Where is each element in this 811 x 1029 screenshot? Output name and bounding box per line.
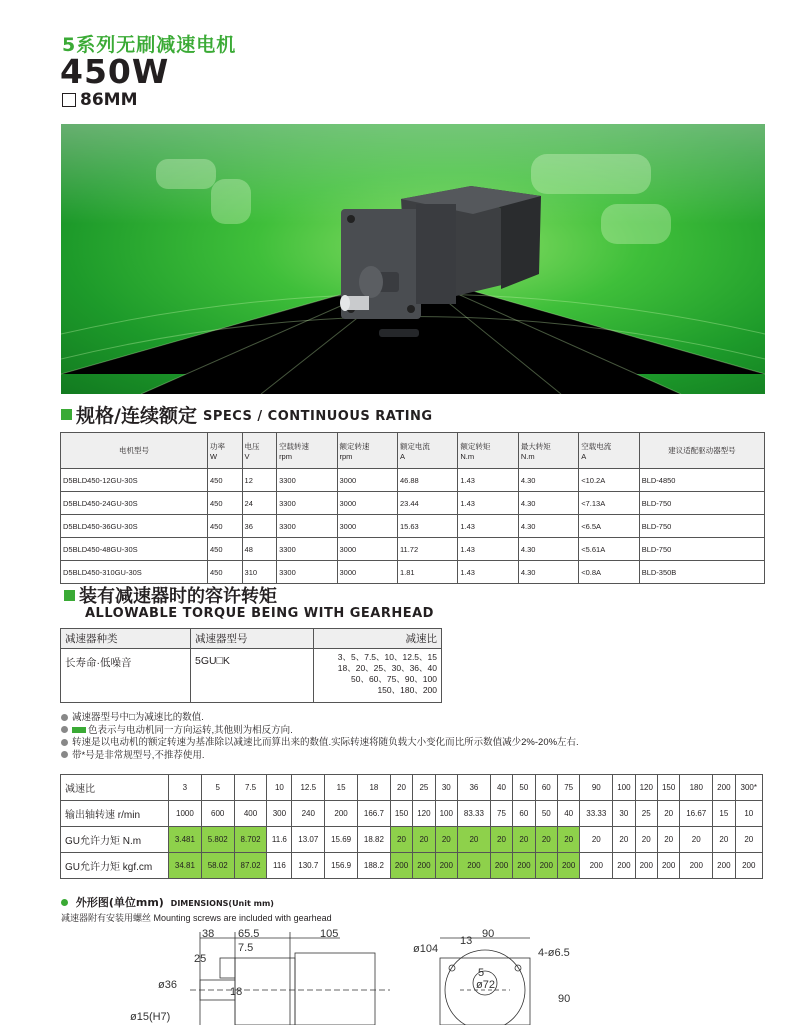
series-title: 5系列无刷减速电机	[62, 34, 237, 56]
spec-col-header	[579, 433, 639, 469]
spec-row	[61, 561, 765, 584]
gear-cell: 15.69	[325, 827, 358, 853]
note-item	[61, 750, 579, 763]
spec-col-header	[61, 433, 208, 469]
gear-cell: 75	[490, 801, 512, 827]
spec-row	[61, 492, 765, 515]
gear-row-label: 输出轴转速 r/min	[61, 801, 169, 827]
gear-cell: 400	[234, 801, 267, 827]
specs-body	[61, 469, 765, 584]
gear-cell: 18	[358, 775, 391, 801]
dim-label: 65.5	[238, 928, 260, 940]
bullet-icon	[61, 714, 68, 721]
spec-col-unit: V	[244, 451, 250, 461]
spec-col-name: 额定电流	[399, 441, 430, 451]
gear-cell: 10	[267, 775, 292, 801]
spec-col-name: 空载转速	[279, 441, 310, 451]
spec-col-unit: rpm	[339, 451, 353, 461]
spec-cell: 450	[208, 469, 243, 492]
dim-label: 18	[230, 986, 243, 998]
gear-cell: 180	[680, 775, 713, 801]
dim-label: 5	[478, 967, 485, 979]
allowable-table	[60, 628, 442, 703]
note-item	[61, 725, 579, 738]
gear-cell: 200	[713, 775, 735, 801]
dimensions-title-cn: 外形图(单位mm)	[75, 896, 164, 909]
gear-cell: 20	[513, 827, 535, 853]
gear-cell: 200	[513, 853, 535, 879]
gear-cell: 200	[635, 853, 657, 879]
gear-cell: 50	[535, 801, 557, 827]
green-square-icon	[64, 590, 75, 601]
spec-col-name: 额定转速	[339, 441, 370, 451]
gear-cell: 200	[457, 853, 490, 879]
note-item	[61, 737, 579, 750]
gear-cell: 5.802	[201, 827, 234, 853]
gear-cell: 200	[735, 853, 762, 879]
note-text: 转速是以电动机的额定转速为基准除以减速比而算出来的数值.实际转速将随负载大小变化而比所示数值减少2%-20%左右.	[72, 737, 579, 748]
gear-cell: 83.33	[457, 801, 490, 827]
spec-col-unit: A	[399, 451, 405, 461]
gear-cell: 60	[535, 775, 557, 801]
specs-title-en: SPECS / CONTINUOUS RATING	[202, 409, 433, 424]
gear-cell: 200	[613, 853, 635, 879]
spec-col-name: 最大转矩	[520, 441, 551, 451]
gear-cell: 20	[580, 827, 613, 853]
gear-cell: 15	[713, 801, 735, 827]
col-gear-type: 减速器种类	[61, 629, 191, 649]
specs-table	[60, 432, 765, 584]
gear-cell: 300*	[735, 775, 762, 801]
gear-cell: 20	[657, 827, 679, 853]
gear-cell: 600	[201, 801, 234, 827]
gear-cell: 20	[413, 827, 435, 853]
frame-size	[62, 90, 138, 110]
gear-cell: 1000	[169, 801, 202, 827]
spec-cell: BLD-4850	[639, 469, 764, 492]
spec-cell: 3300	[277, 469, 337, 492]
spec-col-unit: A	[581, 451, 587, 461]
spec-cell: 23.44	[397, 492, 457, 515]
dim-label: 90	[558, 993, 571, 1005]
spec-cell: 310	[242, 561, 277, 584]
gear-row-label: GU允许力矩 kgf.cm	[61, 853, 169, 879]
gear-cell: 20	[390, 775, 412, 801]
gear-cell: 40	[490, 775, 512, 801]
spec-col-unit: rpm	[279, 451, 292, 461]
gear-cell: 3	[169, 775, 202, 801]
spec-col-name: 空载电流	[581, 441, 612, 451]
spec-cell: BLD-350B	[639, 561, 764, 584]
spec-cell: 450	[208, 492, 243, 515]
gear-cell: 25	[635, 801, 657, 827]
gear-cell: 8.702	[234, 827, 267, 853]
dimensions-title	[61, 894, 274, 910]
specs-header-row	[61, 433, 765, 469]
gear-cell: 200	[680, 853, 713, 879]
product-hero-image	[61, 124, 765, 394]
col-gear-ratio: 减速比	[314, 629, 442, 649]
gear-cell: 13.07	[292, 827, 325, 853]
spec-cell: 3300	[277, 492, 337, 515]
dim-label: 4-ø6.5	[538, 947, 570, 959]
dim-label: 38	[202, 928, 215, 940]
spec-cell: 450	[208, 561, 243, 584]
bullet-icon	[61, 751, 68, 758]
dim-label: ø104	[413, 943, 439, 955]
gear-cell: 34.81	[169, 853, 202, 879]
gear-cell: 15	[325, 775, 358, 801]
gear-cell: 300	[267, 801, 292, 827]
gear-cell: 120	[413, 801, 435, 827]
gear-cell: 25	[413, 775, 435, 801]
spec-cell: D5BLD450-36GU-30S	[61, 515, 208, 538]
gear-row	[61, 853, 763, 879]
gear-cell: 16.67	[680, 801, 713, 827]
green-dot-icon	[61, 899, 68, 906]
dimensions-title-en: DIMENSIONS(Unit mm)	[170, 899, 274, 908]
green-color-swatch	[72, 727, 86, 733]
allowable-title-cn: 装有减速器时的容许转矩	[79, 586, 277, 607]
bullet-icon	[61, 739, 68, 746]
spec-col-name: 电压	[244, 441, 260, 451]
spec-col-unit: N.m	[460, 451, 475, 461]
spec-col-name: 建议适配驱动器型号	[668, 446, 736, 455]
dim-label: ø72	[476, 979, 495, 991]
spec-col-header	[242, 433, 277, 469]
spec-cell: 46.88	[397, 469, 457, 492]
spec-cell: 36	[242, 515, 277, 538]
gear-cell: 156.9	[325, 853, 358, 879]
dimension-drawing	[130, 928, 600, 1029]
gear-cell: 200	[435, 853, 457, 879]
dim-label: 7.5	[238, 942, 254, 954]
gear-type-value: 长寿命·低噪音	[61, 649, 191, 703]
gear-cell: 75	[557, 775, 579, 801]
gear-cell: 188.2	[358, 853, 391, 879]
green-square-icon	[61, 409, 72, 420]
spec-cell: BLD-750	[639, 538, 764, 561]
spec-cell: D5BLD450-48GU-30S	[61, 538, 208, 561]
ratio-line: 3、5、7.5、10、12.5、15	[337, 652, 437, 662]
gear-cell: 11.6	[267, 827, 292, 853]
spec-cell: 3300	[277, 538, 337, 561]
spec-cell: D5BLD450-24GU-30S	[61, 492, 208, 515]
gear-cell: 200	[490, 853, 512, 879]
dim-label: 105	[320, 928, 339, 940]
frame-size-value: 86MM	[80, 90, 138, 110]
spec-cell: 4.30	[518, 561, 578, 584]
ratio-line: 50、60、75、90、100	[350, 674, 437, 684]
col-gear-model: 减速器型号	[191, 629, 314, 649]
gear-row-label: GU允许力矩 N.m	[61, 827, 169, 853]
gear-cell: 90	[580, 775, 613, 801]
spec-col-name: 电机型号	[119, 446, 149, 455]
gear-cell: 200	[325, 801, 358, 827]
gear-cell: 20	[490, 827, 512, 853]
ratio-line: 18、20、25、30、36、40	[337, 663, 437, 673]
spec-cell: 1.81	[397, 561, 457, 584]
gear-cell: 200	[390, 853, 412, 879]
spec-cell: BLD-750	[639, 492, 764, 515]
gear-cell: 58.02	[201, 853, 234, 879]
spec-col-header	[518, 433, 578, 469]
spec-cell: <5.61A	[579, 538, 639, 561]
spec-cell: 3000	[337, 561, 397, 584]
spec-cell: 12	[242, 469, 277, 492]
gear-cell: 18.82	[358, 827, 391, 853]
specs-section-title	[61, 401, 433, 428]
gear-cell: 20	[557, 827, 579, 853]
spec-cell: 450	[208, 515, 243, 538]
spec-col-header	[277, 433, 337, 469]
gear-cell: 20	[635, 827, 657, 853]
spec-cell: BLD-750	[639, 515, 764, 538]
spec-cell: 4.30	[518, 538, 578, 561]
model-power: 450W	[60, 52, 170, 91]
gear-cell: 20	[657, 801, 679, 827]
gear-cell: 130.7	[292, 853, 325, 879]
gear-cell: 200	[535, 853, 557, 879]
spec-cell: 1.43	[458, 492, 518, 515]
spec-row	[61, 515, 765, 538]
spec-cell: 3300	[277, 561, 337, 584]
gear-cell: 3.481	[169, 827, 202, 853]
gear-cell: 20	[680, 827, 713, 853]
gear-cell: 100	[613, 775, 635, 801]
spec-cell: 4.30	[518, 515, 578, 538]
spec-cell: <6.5A	[579, 515, 639, 538]
spec-cell: 3000	[337, 492, 397, 515]
gear-cell: 200	[580, 853, 613, 879]
gear-cell: 20	[713, 827, 735, 853]
gear-cell: 30	[435, 775, 457, 801]
gear-cell: 150	[390, 801, 412, 827]
gear-cell: 40	[557, 801, 579, 827]
gear-cell: 100	[435, 801, 457, 827]
gear-cell: 5	[201, 775, 234, 801]
spec-cell: <7.13A	[579, 492, 639, 515]
allowable-section-title	[64, 582, 277, 608]
spec-col-header	[337, 433, 397, 469]
square-icon	[62, 93, 76, 107]
spec-cell: D5BLD450-310GU-30S	[61, 561, 208, 584]
gear-ratio-list	[314, 649, 442, 703]
allowable-title-en: ALLOWABLE TORQUE BEING WITH GEARHEAD	[85, 606, 434, 621]
gear-cell: 200	[557, 853, 579, 879]
spec-cell: 48	[242, 538, 277, 561]
dim-label: ø36	[158, 979, 177, 991]
note-text: 带*号是非常规型号,不推荐使用.	[72, 749, 205, 761]
gear-cell: 20	[457, 827, 490, 853]
spec-cell: 4.30	[518, 469, 578, 492]
gear-cell: 240	[292, 801, 325, 827]
motor-illustration	[61, 124, 765, 394]
gear-model-value: 5GU□K	[191, 649, 314, 703]
ratio-line: 150、180、200	[377, 685, 437, 695]
spec-col-header	[639, 433, 764, 469]
gear-row	[61, 775, 763, 801]
spec-cell: 11.72	[397, 538, 457, 561]
spec-col-unit: N.m	[520, 451, 535, 461]
gear-ratio-body	[61, 775, 763, 879]
gear-cell: 20	[735, 827, 762, 853]
spec-cell: 1.43	[458, 515, 518, 538]
spec-cell: 450	[208, 538, 243, 561]
gear-cell: 20	[390, 827, 412, 853]
spec-col-name: 额定转矩	[460, 441, 491, 451]
note-text: 减速器型号中□为减速比的数值.	[72, 712, 204, 723]
gear-cell: 50	[513, 775, 535, 801]
spec-cell: 3000	[337, 469, 397, 492]
notes-list	[61, 712, 579, 762]
gear-cell: 150	[657, 775, 679, 801]
spec-cell: 4.30	[518, 492, 578, 515]
gear-cell: 116	[267, 853, 292, 879]
spec-cell: <10.2A	[579, 469, 639, 492]
note-item	[61, 712, 579, 725]
spec-row	[61, 469, 765, 492]
gear-cell: 200	[413, 853, 435, 879]
bullet-icon	[61, 726, 68, 733]
spec-cell: 1.43	[458, 538, 518, 561]
gear-cell: 20	[613, 827, 635, 853]
dimensions-note: 减速器附有安装用螺丝 Mounting screws are included with gearhead	[61, 913, 332, 923]
spec-col-header	[458, 433, 518, 469]
gear-cell: 33.33	[580, 801, 613, 827]
gear-cell: 7.5	[234, 775, 267, 801]
dim-label: 13	[460, 935, 473, 947]
spec-cell: <0.8A	[579, 561, 639, 584]
gear-cell: 200	[657, 853, 679, 879]
gear-cell: 60	[513, 801, 535, 827]
gear-row	[61, 801, 763, 827]
spec-cell: 1.43	[458, 561, 518, 584]
dim-label: ø15(H7)	[130, 1011, 171, 1023]
gear-cell: 10	[735, 801, 762, 827]
gear-ratio-table	[60, 774, 763, 879]
spec-col-header	[208, 433, 243, 469]
spec-col-name: 功率	[210, 441, 225, 451]
note-text: 色表示与电动机同一方向运转,其他则为相反方向.	[88, 724, 293, 736]
spec-cell: 3000	[337, 515, 397, 538]
gear-row-label: 减速比	[61, 775, 169, 801]
spec-cell: 3300	[277, 515, 337, 538]
dim-label: 90	[482, 928, 495, 940]
dim-label: 25	[194, 953, 207, 965]
spec-row	[61, 538, 765, 561]
gear-cell: 120	[635, 775, 657, 801]
gear-cell: 30	[613, 801, 635, 827]
spec-cell: 1.43	[458, 469, 518, 492]
spec-col-header	[397, 433, 457, 469]
spec-col-unit: W	[210, 451, 218, 461]
gear-cell: 200	[713, 853, 735, 879]
gear-row	[61, 827, 763, 853]
spec-cell: 3000	[337, 538, 397, 561]
gear-cell: 87.02	[234, 853, 267, 879]
spec-cell: 15.63	[397, 515, 457, 538]
gear-cell: 20	[435, 827, 457, 853]
spec-cell: 24	[242, 492, 277, 515]
gear-cell: 20	[535, 827, 557, 853]
gear-cell: 166.7	[358, 801, 391, 827]
gear-cell: 36	[457, 775, 490, 801]
gear-cell: 12.5	[292, 775, 325, 801]
specs-title-cn: 规格/连续额定	[76, 405, 197, 427]
spec-cell: D5BLD450-12GU-30S	[61, 469, 208, 492]
